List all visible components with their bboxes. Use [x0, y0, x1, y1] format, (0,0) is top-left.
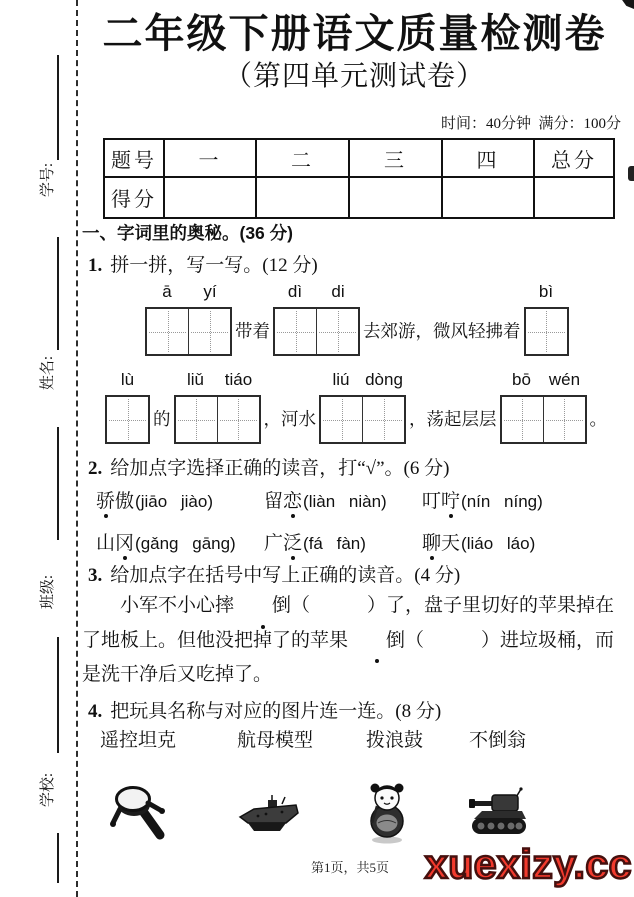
- q2-dotted-char: 咛: [441, 486, 460, 513]
- score-cell: [256, 177, 349, 218]
- pinyin-label: bì: [538, 282, 554, 301]
- q2-word-item: [96, 528, 264, 555]
- remote-control-tank-image: [468, 787, 528, 839]
- q2-number: 2.: [88, 458, 103, 479]
- q1-sentence-text: ，河水: [263, 409, 316, 429]
- score-table-corner: 题号: [104, 139, 164, 177]
- q2-pinyin-options: (jiāo jiào): [135, 492, 214, 511]
- q2-pinyin-options: (gǎng gāng): [135, 534, 236, 553]
- tumbler-panda-image: [364, 779, 410, 845]
- paper-title: 二年级下册语文质量检测卷: [102, 11, 607, 56]
- pinyin-label: dì: [287, 282, 303, 301]
- student-info-label: 学号:: [39, 162, 56, 198]
- score-cell: [164, 177, 256, 218]
- pinyin-writing-box: [319, 369, 406, 444]
- q2-word-item: [422, 528, 624, 555]
- tianzige-box: [500, 395, 587, 444]
- q1-heading: [88, 250, 318, 277]
- q1-sentence-text: 去郊游，微风轻拂着: [363, 321, 521, 341]
- watermark-text: xuexizy.cc: [424, 841, 632, 887]
- q2-word-pre: 广: [264, 533, 284, 554]
- q3-text-segment: 倒: [348, 624, 405, 659]
- tianzige-cell: [362, 397, 404, 442]
- toy-name-label: 航母模型: [237, 730, 314, 751]
- q2-word-pre: 山: [96, 533, 116, 554]
- student-info-line: [57, 427, 59, 540]
- pinyin-writing-box: [145, 281, 232, 356]
- tianzige-cell: [217, 397, 259, 442]
- tianzige-box: [174, 395, 261, 444]
- pinyin-label: lù: [120, 370, 135, 389]
- tianzige-box: [524, 307, 569, 356]
- tianzige-cell: [526, 309, 567, 354]
- pinyin-writing-box: [524, 281, 569, 356]
- q2-dotted-char: 聊: [422, 528, 441, 555]
- student-info-label: 班级:: [39, 574, 56, 610]
- score-cell: [442, 177, 534, 218]
- q1-sentence-text: 带着: [235, 321, 270, 341]
- q4-labels: [100, 725, 526, 752]
- pinyin-label: liú: [332, 370, 350, 389]
- q2-pinyin-options: (liàn niàn): [303, 492, 387, 511]
- q3-text-segment: 小军不小心摔: [120, 595, 235, 616]
- pinyin-label: yí: [203, 282, 217, 301]
- tianzige-cell: [107, 397, 148, 442]
- rattle-drum-image: [110, 781, 168, 843]
- q2-word-item: [264, 528, 422, 555]
- q2-dotted-char: 骄: [96, 486, 115, 513]
- score-table-column: 四: [442, 139, 534, 177]
- toy-name-label: 不倒翁: [469, 730, 527, 751]
- pinyin-label: dòng: [365, 370, 403, 389]
- section-one-heading: 一、字词里的奥秘。(36 分): [82, 223, 293, 243]
- student-info-line: [57, 55, 59, 160]
- q2-word-post: 傲: [115, 491, 135, 512]
- student-info-label: 姓名:: [39, 355, 56, 391]
- score-row-scores: [104, 177, 614, 218]
- tianzige-cell: [147, 309, 188, 354]
- tianzige-box: [145, 307, 232, 356]
- q1-row-2: [82, 369, 610, 444]
- q1-sentence-text: 。: [589, 409, 607, 429]
- q2-word-item: [96, 486, 264, 513]
- pinyin-labels: [174, 369, 260, 395]
- q4-title: 把玩具名称与对应的图片连一连。(8 分): [110, 701, 442, 722]
- q2-word-pre: 留: [264, 491, 284, 512]
- pinyin-labels: [500, 369, 586, 395]
- pinyin-labels: [320, 369, 406, 395]
- student-info-line: [57, 237, 59, 350]
- student-info-line: [57, 637, 59, 753]
- pinyin-label: liǔ: [186, 370, 204, 389]
- score-table-column: 一: [164, 139, 256, 177]
- q1-number: 1.: [88, 255, 103, 276]
- score-table-column: 总分: [534, 139, 614, 177]
- pinyin-label: wén: [548, 370, 581, 389]
- pinyin-label: bō: [512, 370, 531, 389]
- q2-word-item: [264, 486, 422, 513]
- tianzige-cell: [188, 309, 230, 354]
- score-cell: [349, 177, 442, 218]
- tianzige-box: [273, 307, 360, 356]
- q3-paragraph: [82, 589, 616, 693]
- q2-pinyin-options: (liáo láo): [461, 534, 536, 553]
- tianzige-cell: [176, 397, 217, 442]
- q1-sentence-text: 的: [153, 409, 171, 429]
- q2-title: 给加点字选择正确的读音，打“√”。(6 分): [110, 458, 450, 479]
- q4-number: 4.: [88, 701, 103, 722]
- content: [82, 0, 627, 897]
- time-score-info: 时间：40分钟 满分：100分: [440, 116, 621, 132]
- pinyin-labels: [106, 369, 149, 395]
- q2-grid: [96, 486, 624, 555]
- pinyin-labels: [146, 281, 232, 307]
- q2-word-pre: 叮: [422, 491, 442, 512]
- score-table-column: 三: [349, 139, 442, 177]
- q3-text-segment: （ ）了，盘子里切好的苹果掉在了地板上。但他没把掉了的苹果: [82, 595, 615, 651]
- score-table-column: 二: [256, 139, 349, 177]
- scan-artifact: [628, 166, 634, 181]
- q2-dotted-char: 冈: [115, 528, 134, 555]
- q2-pinyin-options: (nín níng): [461, 492, 543, 511]
- pinyin-writing-box: [174, 369, 261, 444]
- tianzige-cell: [316, 309, 358, 354]
- page-number: 第1页，共5页: [311, 860, 390, 875]
- paper-subtitle: （第四单元测试卷）: [223, 61, 485, 92]
- score-table-row-label: 得分: [104, 177, 164, 218]
- score-row-header: [104, 139, 614, 177]
- tianzige-cell: [502, 397, 543, 442]
- pinyin-labels: [274, 281, 360, 307]
- tianzige-box: [105, 395, 150, 444]
- q3-number: 3.: [88, 565, 103, 586]
- q3-title: 给加点字在括号中写上正确的读音。(4 分): [110, 565, 461, 586]
- pinyin-label: di: [331, 282, 345, 301]
- toy-name-label: 拨浪鼓: [366, 730, 424, 751]
- score-table: [103, 138, 615, 219]
- pinyin-writing-box: [273, 281, 360, 356]
- q3-heading: [88, 560, 460, 587]
- pinyin-label: tiáo: [224, 370, 253, 389]
- binding-dashed-line: [76, 0, 78, 897]
- tianzige-cell: [275, 309, 316, 354]
- q3-text-segment: （ ）进垃圾桶，而是洗干净后又吃掉了。: [82, 629, 615, 685]
- q2-word-item: [422, 486, 624, 513]
- student-info-label: 学校:: [39, 772, 56, 808]
- student-info-line: [57, 833, 59, 883]
- toy-name-label: 遥控坦克: [100, 730, 177, 751]
- q2-word-post: 天: [441, 533, 461, 554]
- tianzige-box: [319, 395, 406, 444]
- q2-dotted-char: 泛: [283, 528, 302, 555]
- q3-text-segment: 倒: [234, 589, 291, 624]
- tianzige-cell: [321, 397, 362, 442]
- pinyin-writing-box: [105, 369, 150, 444]
- q1-sentence-text: ，荡起层层: [409, 409, 497, 429]
- q2-pinyin-options: (fá fàn): [303, 534, 366, 553]
- tianzige-cell: [543, 397, 585, 442]
- q2-dotted-char: 恋: [283, 486, 302, 513]
- q4-heading: [88, 696, 441, 723]
- aircraft-carrier-image: [238, 795, 300, 837]
- pinyin-labels: [525, 281, 568, 307]
- q2-heading: [88, 453, 449, 480]
- score-cell: [534, 177, 614, 218]
- q1-title: 拼一拼，写一写。(12 分): [110, 255, 318, 276]
- pinyin-writing-box: [500, 369, 587, 444]
- pinyin-label: ā: [162, 282, 172, 301]
- q1-row-1: [82, 281, 569, 356]
